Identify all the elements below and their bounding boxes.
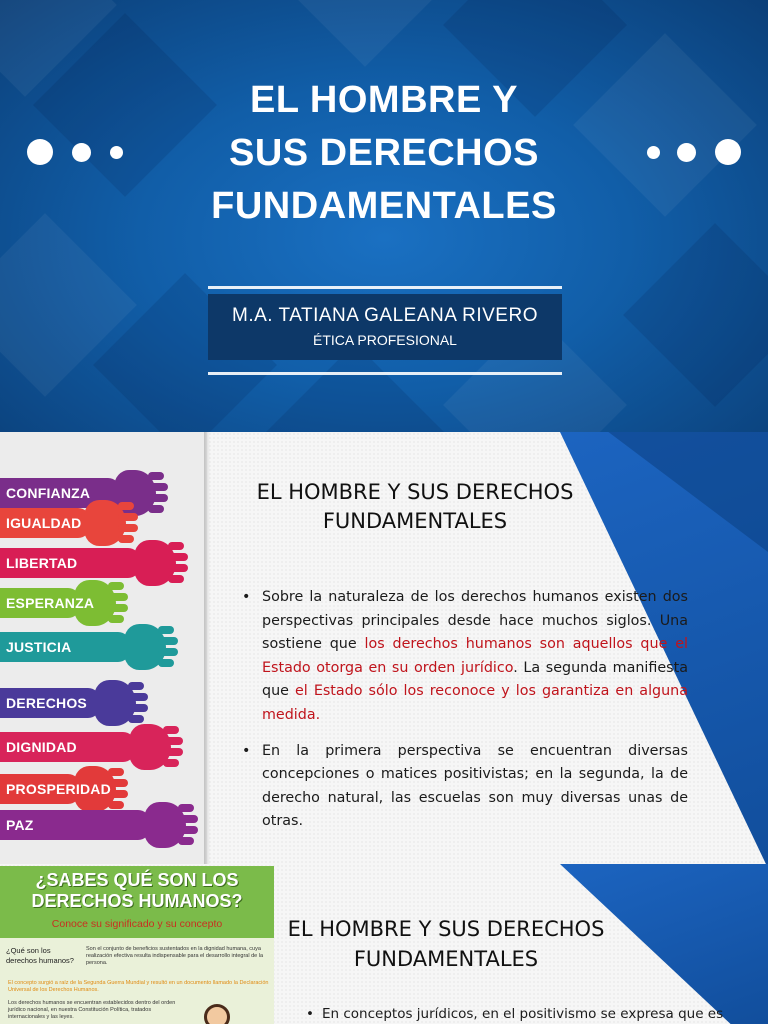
finger-shape xyxy=(158,626,174,634)
infographic-subtitle: Conoce su significado y su concepto xyxy=(51,918,223,930)
infographic-question: ¿Qué son los derechos humanos? xyxy=(6,946,74,965)
finger-shape xyxy=(108,593,128,601)
finger-shape xyxy=(118,524,138,532)
finger-shape xyxy=(158,648,178,656)
infographic-highlight: El concepto surgió a raíz de la Segunda Guerra Mundial y resultó en un documento llamado la Declaración Universal de los Derechos Humanos. xyxy=(8,980,269,993)
hand-label: LIBERTAD xyxy=(6,555,78,571)
title-line: EL HOMBRE Y SUS DERECHOS xyxy=(287,917,605,941)
title-line: FUNDAMENTALES xyxy=(211,185,557,227)
finger-shape xyxy=(108,779,128,787)
subtitle-box xyxy=(208,294,562,360)
bullet-list xyxy=(240,586,688,834)
finger-shape xyxy=(178,815,198,823)
finger-shape xyxy=(178,837,194,845)
content-slide xyxy=(0,864,768,1024)
title-slide xyxy=(0,0,768,432)
hands-illustration xyxy=(0,432,207,864)
hand-label: PAZ xyxy=(6,817,34,833)
hand-item xyxy=(0,548,205,578)
panel-shadow xyxy=(204,432,210,864)
finger-shape xyxy=(158,659,174,667)
infographic-header xyxy=(0,866,274,938)
finger-shape xyxy=(128,693,148,701)
finger-shape xyxy=(118,535,134,543)
hand-label: PROSPERIDAD xyxy=(6,781,111,797)
bullet-item: • En la primera perspectiva se encuentran diversas concepciones o matices positivistas; en la segunda, la de derecho natural, las escuelas son muy diversas unas de otras. xyxy=(240,740,688,834)
bullet-item: • En conceptos jurídicos, en el positivismo se expresa que es xyxy=(306,1004,746,1024)
finger-shape xyxy=(108,604,128,612)
infographic-answer: Son el conjunto de beneficios sustentados en la dignidad humana, cuya realización efectiva resulta indispensable para el desarrollo integral de la persona. xyxy=(86,946,264,966)
infographic xyxy=(0,866,274,1024)
finger-shape xyxy=(158,637,178,645)
finger-shape xyxy=(108,582,124,590)
finger-shape xyxy=(163,726,179,734)
hand-label: JUSTICIA xyxy=(6,639,72,655)
bullet-item: • Sobre la naturaleza de los derechos humanos existen dos perspectivas principales desde hace muchos siglos. Una sostiene que los derechos humanos son aquellos que el Estado otorga en su orden jurídico. La segunda manifiesta que el Estado sólo los reconoce y los garantiza en alguna medida. xyxy=(240,586,688,728)
finger-shape xyxy=(163,737,183,745)
course-name: ÉTICA PROFESIONAL xyxy=(313,332,457,348)
title-line: FUNDAMENTALES xyxy=(353,947,539,971)
slide-title xyxy=(262,914,630,974)
hand-item xyxy=(0,688,205,718)
infographic-title: ¿SABES QUÉ SON LOS DERECHOS HUMANOS? xyxy=(31,870,243,911)
hand-item xyxy=(0,632,205,662)
title-line: EL HOMBRE Y xyxy=(249,79,519,121)
hand-item xyxy=(0,588,205,618)
title-line: SUS DERECHOS xyxy=(228,132,540,174)
hand-label: DERECHOS xyxy=(6,695,87,711)
hand-item xyxy=(0,508,205,538)
divider-line xyxy=(208,372,562,375)
infographic-text: Los derechos humanos se encuentran establecidos dentro del orden jurídico nacional, en nuestra Constitución Política, tratados internacionales y las leyes. xyxy=(8,1000,176,1020)
divider-line xyxy=(208,286,562,289)
finger-shape xyxy=(148,494,168,502)
finger-shape xyxy=(128,682,144,690)
highlighted-text: el Estado sólo los reconoce y los garantiza en alguna medida. xyxy=(262,683,688,723)
person-illustration xyxy=(204,1004,230,1024)
finger-shape xyxy=(168,575,184,583)
finger-shape xyxy=(128,704,148,712)
slide-title xyxy=(0,74,768,233)
hand-label: DIGNIDAD xyxy=(6,739,77,755)
finger-shape xyxy=(148,483,168,491)
author-name: M.A. TATIANA GALEANA RIVERO xyxy=(232,305,538,326)
finger-shape xyxy=(168,553,188,561)
finger-shape xyxy=(168,564,188,572)
slide-title xyxy=(215,478,615,536)
hand-label: CONFIANZA xyxy=(6,485,91,501)
finger-shape xyxy=(118,513,138,521)
hand-label: ESPERANZA xyxy=(6,595,95,611)
background-diamond xyxy=(623,223,768,407)
finger-shape xyxy=(128,715,144,723)
finger-shape xyxy=(163,759,179,767)
title-line: EL HOMBRE Y SUS DERECHOS xyxy=(256,480,574,504)
finger-shape xyxy=(148,472,164,480)
finger-shape xyxy=(178,804,194,812)
finger-shape xyxy=(163,748,183,756)
finger-shape xyxy=(108,790,128,798)
content-slide xyxy=(0,432,768,864)
finger-shape xyxy=(108,615,124,623)
finger-shape xyxy=(118,502,134,510)
hand-item xyxy=(0,732,205,762)
title-line: FUNDAMENTALES xyxy=(322,509,508,533)
finger-shape xyxy=(168,542,184,550)
highlighted-text: los derechos humanos son aquellos que el Estado otorga en su orden jurídico xyxy=(262,636,688,676)
hand-item xyxy=(0,810,205,840)
hand-item xyxy=(0,774,205,804)
finger-shape xyxy=(178,826,198,834)
background-diamond xyxy=(273,0,457,67)
hand-label: IGUALDAD xyxy=(6,515,82,531)
